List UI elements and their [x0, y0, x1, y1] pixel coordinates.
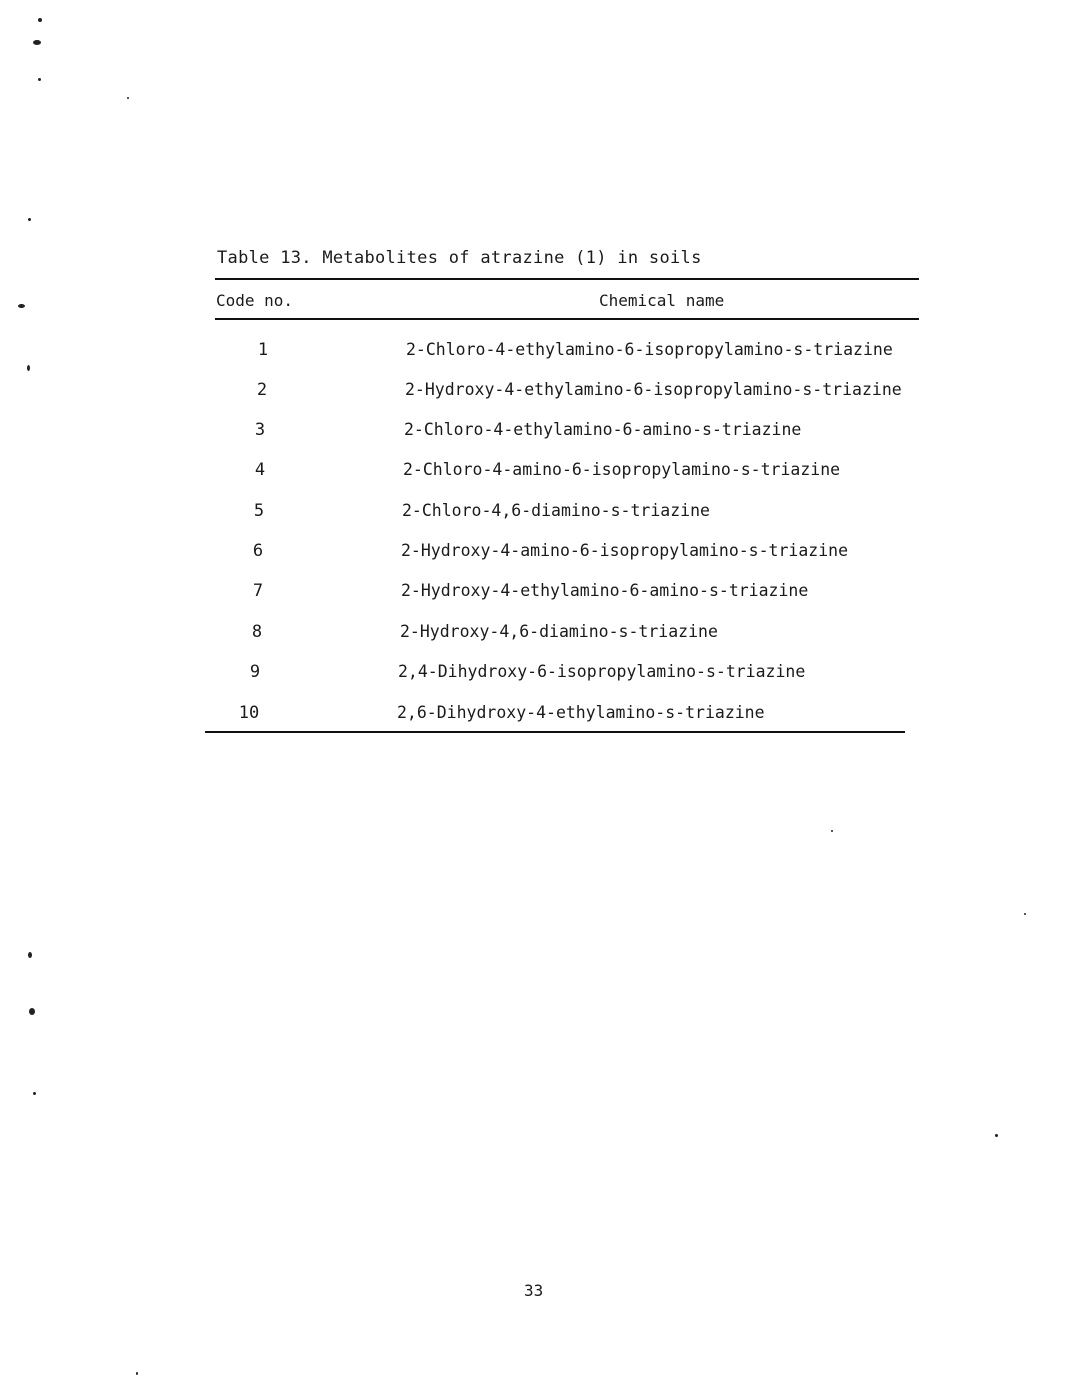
code-cell: 6 [252, 541, 264, 561]
table-caption: Table 13. Metabolites of atrazine (1) in soils [217, 248, 702, 268]
code-cell: 7 [252, 581, 264, 601]
scan-speck [38, 78, 41, 81]
scan-speck [1024, 913, 1026, 915]
scan-speck [831, 830, 833, 832]
scan-speck [33, 40, 41, 45]
scan-speck [127, 97, 129, 99]
chemical-name-cell: 2-Hydroxy-4,6-diamino-s-triazine [400, 622, 718, 641]
chemical-name-cell: 2-Chloro-4-amino-6-isopropylamino-s-triazine [403, 460, 841, 479]
scan-speck [38, 18, 42, 22]
scan-speck [33, 1092, 36, 1095]
code-cell: 1 [257, 340, 269, 360]
chemical-name-cell: 2,4-Dihydroxy-6-isopropylamino-s-triazine [398, 662, 806, 681]
header-code: Code no. [216, 291, 294, 310]
chemical-name-cell: 2,6-Dihydroxy-4-ethylamino-s-triazine [397, 703, 765, 722]
scan-speck [995, 1134, 998, 1137]
code-cell: 5 [253, 501, 265, 521]
chemical-name-cell: 2-Chloro-4-ethylamino-6-amino-s-triazine [404, 420, 802, 439]
chemical-name-cell: 2-Hydroxy-4-ethylamino-6-isopropylamino-s-triazine [405, 380, 902, 399]
bottom-rule [205, 731, 905, 733]
code-cell: 3 [254, 420, 266, 440]
header-rule [215, 318, 919, 320]
scan-speck [28, 952, 32, 958]
scan-speck [18, 304, 25, 308]
page-number: 33 [524, 1281, 544, 1300]
code-cell: 2 [256, 380, 268, 400]
chemical-name-cell: 2-Hydroxy-4-amino-6-isopropylamino-s-triazine [401, 541, 849, 560]
top-rule [215, 278, 919, 280]
scan-speck [28, 218, 31, 221]
code-cell: 8 [251, 622, 263, 642]
scan-speck [29, 1008, 35, 1015]
header-chemical-name: Chemical name [599, 291, 725, 310]
chemical-name-cell: 2-Hydroxy-4-ethylamino-6-amino-s-triazine [401, 581, 809, 600]
scan-speck [27, 365, 30, 371]
code-cell: 9 [249, 662, 261, 682]
scan-speck [136, 1372, 138, 1375]
code-cell: 10 [238, 703, 260, 723]
code-cell: 4 [254, 460, 266, 480]
chemical-name-cell: 2-Chloro-4-ethylamino-6-isopropylamino-s-triazine [406, 340, 893, 359]
chemical-name-cell: 2-Chloro-4,6-diamino-s-triazine [402, 501, 710, 520]
